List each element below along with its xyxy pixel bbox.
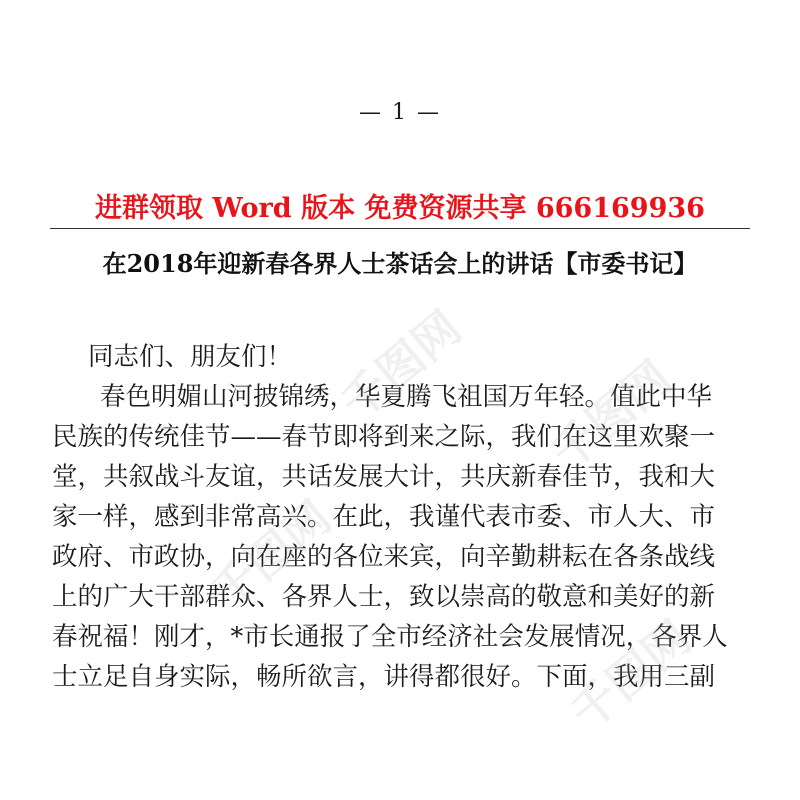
watermark: 千图网 [200, 490, 342, 621]
page-number: — 1 — [359, 100, 441, 125]
watermark: 千图网 [540, 350, 682, 481]
document-body [52, 337, 772, 697]
document-title: 在2018年迎新春各界人士茶话会上的讲话【市委书记】 [102, 249, 698, 278]
paragraph-line: 上的广大干部群众、各界人士，致以崇高的敬意和美好的新 [52, 582, 716, 612]
paragraph-line: 春祝福！刚才，*市长通报了全市经济社会发展情况，各界人 [52, 622, 728, 652]
paragraph-line: 堂，共叙战斗友谊，共话发展大计，共庆新春佳节，我和大 [52, 462, 716, 492]
paragraph-line: 民族的传统佳节——春节即将到来之际，我们在这里欢聚一 [52, 422, 716, 452]
paragraph-line: 春色明媚山河披锦绣，华夏腾飞祖国万年轻。值此中华 [100, 382, 713, 412]
paragraph-line: 家一样，感到非常高兴。在此，我谨代表市委、市人大、市 [52, 502, 716, 532]
watermark: 千图网 [330, 300, 472, 431]
greeting-line: 同志们、朋友们！ [88, 342, 293, 372]
paragraph-line: 政府、市政协，向在座的各位来宾，向辛勤耕耘在各条战线 [52, 542, 716, 572]
paragraph-line: 士立足自身实际，畅所欲言，讲得都很好。下面，我用三副 [52, 662, 716, 692]
watermark: 千图网 [560, 610, 702, 741]
promo-banner: 进群领取 Word 版本 免费资源共享 666169936 [95, 193, 705, 224]
header-divider [50, 228, 750, 229]
